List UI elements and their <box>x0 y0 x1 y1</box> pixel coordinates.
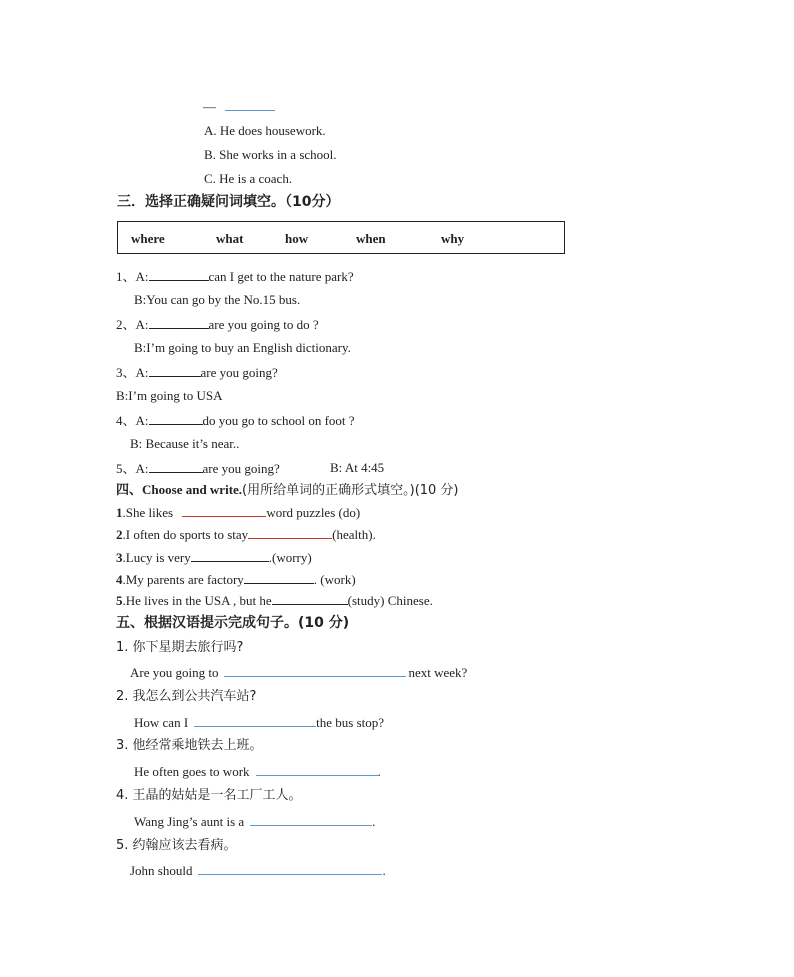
dash: — <box>203 99 216 114</box>
word-when: when <box>356 231 386 246</box>
s5-q5-blank[interactable] <box>198 862 382 875</box>
word-how: how <box>285 231 309 246</box>
q2-b: B:I’m going to buy an English dictionary. <box>134 340 351 355</box>
option-c: C. He is a coach. <box>204 171 293 186</box>
s5-q1-en: Are you going to next week? <box>130 665 468 680</box>
q2-a: 2、A: are you going to do ? <box>116 317 319 332</box>
q3-a: 3、A: are you going? <box>116 365 278 380</box>
s5-q5-en: John should . <box>130 863 386 878</box>
s4-q5: 5.He lives in the USA , but he (study) Chinese. <box>116 593 433 608</box>
q4-a: 4、A: do you go to school on foot ? <box>116 413 355 428</box>
s5-q1-zh: 1. 你下星期去旅行吗? <box>116 640 244 655</box>
s4-q5-blank[interactable] <box>272 592 348 605</box>
q5-b: B: At 4:45 <box>330 460 385 475</box>
s4-q2: 2.I often do sports to stay (health). <box>116 527 376 542</box>
s5-q4-blank[interactable] <box>250 813 372 826</box>
s5-q3-blank[interactable] <box>256 763 378 776</box>
q1-blank[interactable] <box>149 268 209 281</box>
s5-q4-en: Wang Jing’s aunt is a . <box>134 814 376 829</box>
section5-title: 五、根据汉语提示完成句子。(10 分) <box>116 615 350 631</box>
dash-line <box>203 98 275 115</box>
option-b: B. She works in a school. <box>204 147 337 162</box>
s4-q1-blank[interactable] <box>182 504 266 517</box>
section4-title: 四、Choose and write.(用所给单词的正确形式填空。)(10 分) <box>116 482 459 498</box>
s5-q3-en: He often goes to work . <box>134 764 381 779</box>
s5-q4-zh: 4. 王晶的姑姑是一名工厂工人。 <box>116 788 302 803</box>
s5-q3-zh: 3. 他经常乘地铁去上班。 <box>116 738 263 753</box>
s4-q2-blank[interactable] <box>248 526 332 539</box>
word-box <box>117 221 565 254</box>
section3-title: 三．选择正确疑问词填空。（10分） <box>117 194 340 210</box>
word-what: what <box>216 231 244 246</box>
q4-b: B: Because it’s near.. <box>130 436 240 451</box>
q3-b: B:I’m going to USA <box>116 388 223 403</box>
s5-q1-blank[interactable] <box>224 664 406 677</box>
s4-q3: 3.Lucy is very .(worry) <box>116 550 312 565</box>
s5-q2-blank[interactable] <box>194 714 316 727</box>
q4-blank[interactable] <box>149 412 203 425</box>
q5-blank[interactable] <box>149 460 203 473</box>
s4-q1: 1.She likes word puzzles (do) <box>116 505 361 520</box>
q2-blank[interactable] <box>149 316 209 329</box>
q3-blank[interactable] <box>149 364 201 377</box>
s4-q4-blank[interactable] <box>244 571 314 584</box>
q5-a: 5、A: are you going? <box>116 461 280 476</box>
s5-q2-zh: 2. 我怎么到公共汽车站? <box>116 689 257 704</box>
word-where: where <box>131 231 165 246</box>
q1-a: 1、A: can I get to the nature park? <box>116 269 354 284</box>
q1-b: B:You can go by the No.15 bus. <box>134 292 301 307</box>
s5-q5-zh: 5. 约翰应该去看病。 <box>116 838 237 853</box>
option-a: A. He does housework. <box>204 123 326 138</box>
s4-q3-blank[interactable] <box>191 549 269 562</box>
s4-q4: 4.My parents are factory . (work) <box>116 572 356 587</box>
word-why: why <box>441 231 465 246</box>
s5-q2-en: How can I the bus stop? <box>134 715 385 730</box>
answer-blank[interactable] <box>225 98 275 111</box>
